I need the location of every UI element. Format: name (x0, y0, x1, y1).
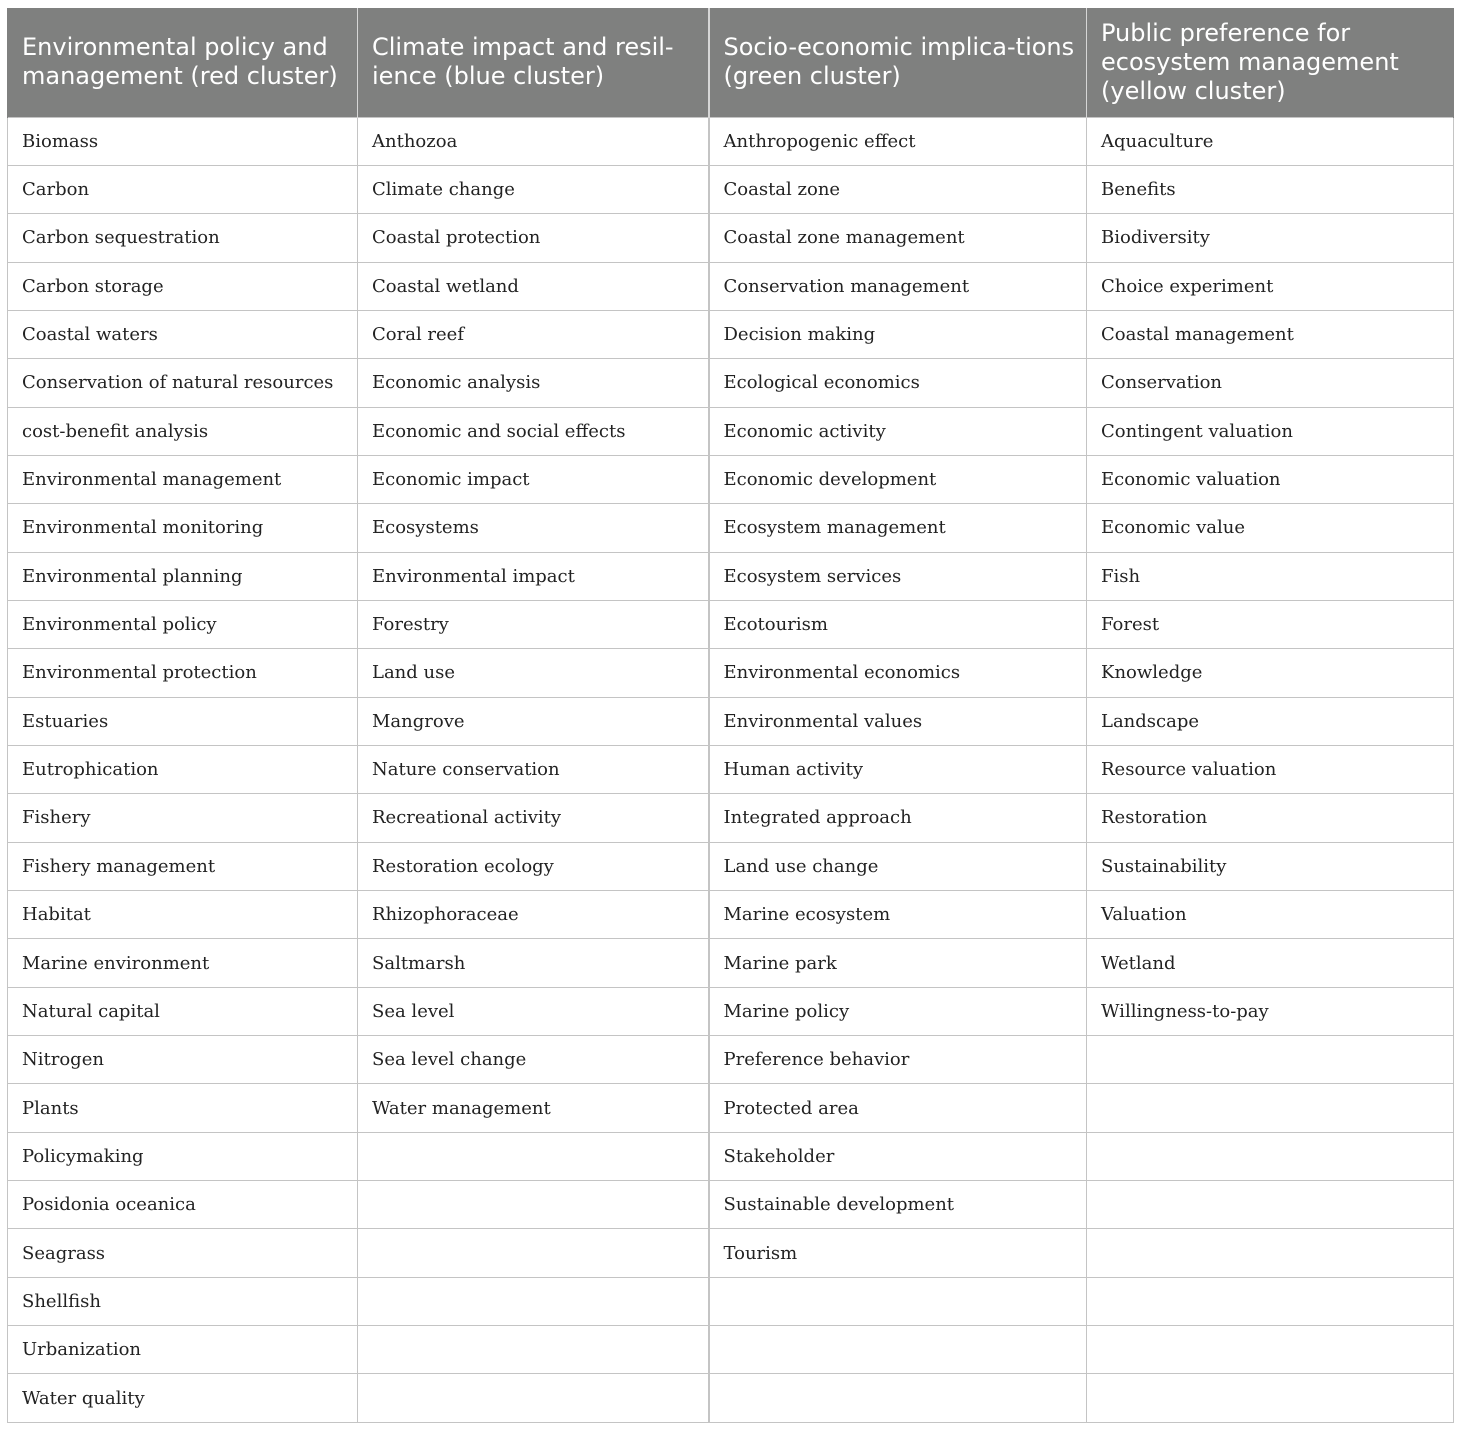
blue-cluster-cell: Coral reef (358, 310, 709, 358)
table-row (8, 117, 1454, 165)
yellow-cluster-cell: Fish (1087, 552, 1454, 600)
red-cluster-cell: Marine environment (8, 939, 358, 987)
blue-cluster-cell: Sea level (358, 987, 709, 1035)
blue-cluster-cell: Anthozoa (358, 117, 709, 165)
yellow-cluster-cell: Coastal management (1087, 310, 1454, 358)
table-header (8, 8, 1454, 117)
green-cluster-cell: Integrated approach (709, 794, 1087, 842)
blue-cluster-cell: Restoration ecology (358, 842, 709, 890)
table-row (8, 939, 1454, 987)
blue-cluster-cell: Economic and social effects (358, 407, 709, 455)
blue-cluster-cell (358, 1374, 709, 1422)
red-cluster-cell: Coastal waters (8, 310, 358, 358)
yellow-cluster-cell: Knowledge (1087, 649, 1454, 697)
table-row (8, 1084, 1454, 1132)
red-cluster-cell: Carbon (8, 165, 358, 213)
red-cluster-cell: Environmental planning (8, 552, 358, 600)
green-cluster-cell: Ecotourism (709, 600, 1087, 648)
table-row (8, 165, 1454, 213)
table-row (8, 697, 1454, 745)
yellow-cluster-cell: Landscape (1087, 697, 1454, 745)
table-row (8, 504, 1454, 552)
table-row (8, 455, 1454, 503)
red-cluster-cell: Urbanization (8, 1326, 358, 1374)
yellow-cluster-cell: Sustainability (1087, 842, 1454, 890)
red-cluster-cell: Plants (8, 1084, 358, 1132)
red-cluster-cell: Habitat (8, 891, 358, 939)
yellow-cluster-cell: Forest (1087, 600, 1454, 648)
red-cluster-cell: Posidonia oceanica (8, 1181, 358, 1229)
yellow-cluster-cell: Benefits (1087, 165, 1454, 213)
red-cluster-cell: Water quality (8, 1374, 358, 1422)
green-cluster-cell: Human activity (709, 745, 1087, 793)
header-yellow-cluster: Public preference for ecosystem management (yellow cluster) (1087, 8, 1454, 117)
header-row (8, 8, 1454, 117)
yellow-cluster-cell (1087, 1374, 1454, 1422)
red-cluster-cell: Shellfish (8, 1277, 358, 1325)
table-row (8, 891, 1454, 939)
yellow-cluster-cell (1087, 1181, 1454, 1229)
green-cluster-cell (709, 1277, 1087, 1325)
green-cluster-cell: Coastal zone (709, 165, 1087, 213)
table-row (8, 359, 1454, 407)
yellow-cluster-cell: Wetland (1087, 939, 1454, 987)
yellow-cluster-cell: Economic value (1087, 504, 1454, 552)
green-cluster-cell: Anthropogenic effect (709, 117, 1087, 165)
header-blue-cluster: Climate impact and resil-ience (blue cluster) (358, 8, 709, 117)
blue-cluster-cell: Recreational activity (358, 794, 709, 842)
blue-cluster-cell: Saltmarsh (358, 939, 709, 987)
green-cluster-cell: Coastal zone management (709, 214, 1087, 262)
yellow-cluster-cell: Restoration (1087, 794, 1454, 842)
yellow-cluster-cell: Valuation (1087, 891, 1454, 939)
red-cluster-cell: Nitrogen (8, 1036, 358, 1084)
red-cluster-cell: Biomass (8, 117, 358, 165)
table-row (8, 1181, 1454, 1229)
yellow-cluster-cell: Resource valuation (1087, 745, 1454, 793)
yellow-cluster-cell: Choice experiment (1087, 262, 1454, 310)
red-cluster-cell: Natural capital (8, 987, 358, 1035)
header-green-cluster: Socio-economic implica-tions (green cluster) (709, 8, 1087, 117)
yellow-cluster-cell: Conservation (1087, 359, 1454, 407)
table-row (8, 1132, 1454, 1180)
green-cluster-cell: Stakeholder (709, 1132, 1087, 1180)
table-row (8, 600, 1454, 648)
green-cluster-cell: Economic development (709, 455, 1087, 503)
table-row (8, 214, 1454, 262)
green-cluster-cell (709, 1326, 1087, 1374)
blue-cluster-cell: Mangrove (358, 697, 709, 745)
blue-cluster-cell (358, 1181, 709, 1229)
red-cluster-cell: Carbon sequestration (8, 214, 358, 262)
red-cluster-cell: Fishery management (8, 842, 358, 890)
blue-cluster-cell: Coastal protection (358, 214, 709, 262)
green-cluster-cell: Ecological economics (709, 359, 1087, 407)
cluster-keyword-table (7, 8, 1454, 1423)
green-cluster-cell: Economic activity (709, 407, 1087, 455)
green-cluster-cell: Conservation management (709, 262, 1087, 310)
yellow-cluster-cell (1087, 1036, 1454, 1084)
blue-cluster-cell: Climate change (358, 165, 709, 213)
table-row (8, 552, 1454, 600)
yellow-cluster-cell: Biodiversity (1087, 214, 1454, 262)
red-cluster-cell: Environmental monitoring (8, 504, 358, 552)
blue-cluster-cell: Ecosystems (358, 504, 709, 552)
yellow-cluster-cell (1087, 1132, 1454, 1180)
red-cluster-cell: Carbon storage (8, 262, 358, 310)
table-row (8, 794, 1454, 842)
green-cluster-cell: Preference behavior (709, 1036, 1087, 1084)
table-row (8, 310, 1454, 358)
green-cluster-cell: Ecosystem services (709, 552, 1087, 600)
table-row (8, 407, 1454, 455)
header-red-cluster: Environmental policy and management (red cluster) (8, 8, 358, 117)
table-row (8, 649, 1454, 697)
yellow-cluster-cell (1087, 1084, 1454, 1132)
table-row (8, 1229, 1454, 1277)
blue-cluster-cell: Economic impact (358, 455, 709, 503)
blue-cluster-cell (358, 1229, 709, 1277)
blue-cluster-cell: Nature conservation (358, 745, 709, 793)
table-row (8, 987, 1454, 1035)
blue-cluster-cell (358, 1277, 709, 1325)
table-row (8, 1326, 1454, 1374)
yellow-cluster-cell: Contingent valuation (1087, 407, 1454, 455)
table-row (8, 1277, 1454, 1325)
blue-cluster-cell: Economic analysis (358, 359, 709, 407)
table-row (8, 1374, 1454, 1422)
green-cluster-cell: Environmental economics (709, 649, 1087, 697)
table-row (8, 842, 1454, 890)
blue-cluster-cell: Coastal wetland (358, 262, 709, 310)
green-cluster-cell: Decision making (709, 310, 1087, 358)
blue-cluster-cell (358, 1326, 709, 1374)
green-cluster-cell: Marine ecosystem (709, 891, 1087, 939)
red-cluster-cell: Conservation of natural resources (8, 359, 358, 407)
red-cluster-cell: Fishery (8, 794, 358, 842)
red-cluster-cell: Estuaries (8, 697, 358, 745)
yellow-cluster-cell (1087, 1229, 1454, 1277)
blue-cluster-cell: Land use (358, 649, 709, 697)
green-cluster-cell: Ecosystem management (709, 504, 1087, 552)
red-cluster-cell: Environmental protection (8, 649, 358, 697)
blue-cluster-cell (358, 1132, 709, 1180)
red-cluster-cell: Eutrophication (8, 745, 358, 793)
red-cluster-cell: cost-benefit analysis (8, 407, 358, 455)
red-cluster-cell: Environmental policy (8, 600, 358, 648)
blue-cluster-cell: Forestry (358, 600, 709, 648)
blue-cluster-cell: Sea level change (358, 1036, 709, 1084)
green-cluster-cell (709, 1374, 1087, 1422)
green-cluster-cell: Sustainable development (709, 1181, 1087, 1229)
blue-cluster-cell: Rhizophoraceae (358, 891, 709, 939)
blue-cluster-cell: Water management (358, 1084, 709, 1132)
table-body (8, 117, 1454, 1422)
green-cluster-cell: Environmental values (709, 697, 1087, 745)
table-row (8, 745, 1454, 793)
red-cluster-cell: Environmental management (8, 455, 358, 503)
red-cluster-cell: Seagrass (8, 1229, 358, 1277)
green-cluster-cell: Marine policy (709, 987, 1087, 1035)
green-cluster-cell: Protected area (709, 1084, 1087, 1132)
yellow-cluster-cell: Willingness-to-pay (1087, 987, 1454, 1035)
green-cluster-cell: Land use change (709, 842, 1087, 890)
red-cluster-cell: Policymaking (8, 1132, 358, 1180)
table-row (8, 262, 1454, 310)
yellow-cluster-cell: Economic valuation (1087, 455, 1454, 503)
green-cluster-cell: Tourism (709, 1229, 1087, 1277)
yellow-cluster-cell (1087, 1277, 1454, 1325)
yellow-cluster-cell: Aquaculture (1087, 117, 1454, 165)
table-row (8, 1036, 1454, 1084)
green-cluster-cell: Marine park (709, 939, 1087, 987)
blue-cluster-cell: Environmental impact (358, 552, 709, 600)
yellow-cluster-cell (1087, 1326, 1454, 1374)
